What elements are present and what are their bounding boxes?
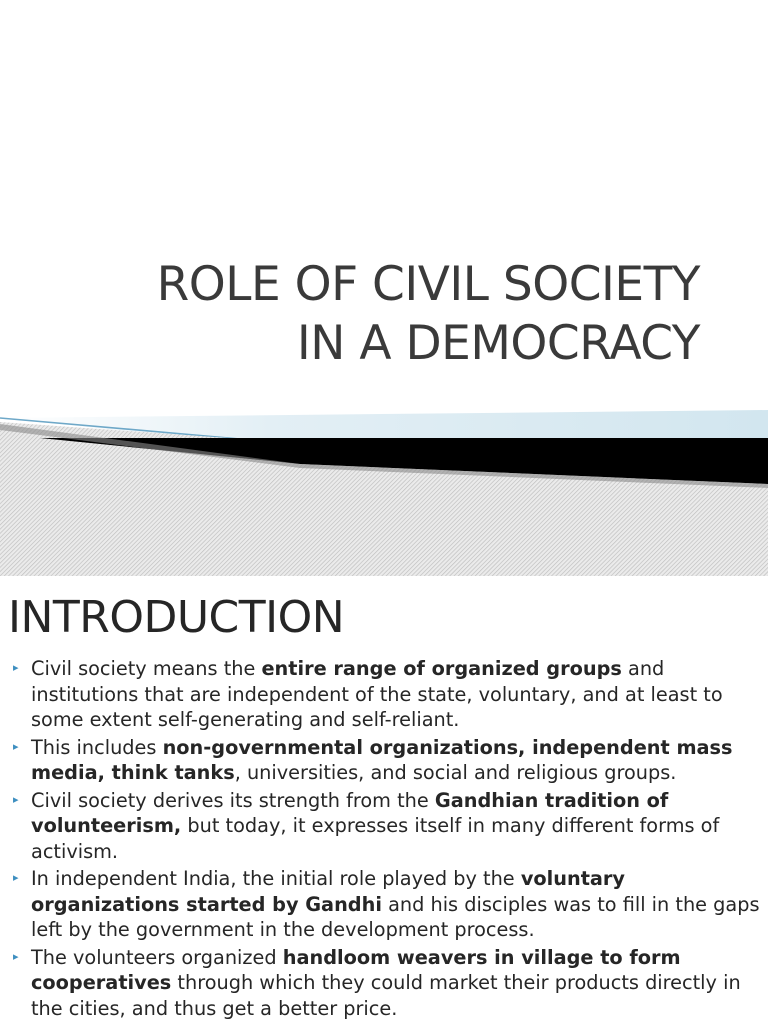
triangle-bullet-icon: ▸ bbox=[13, 871, 19, 884]
triangle-bullet-icon: ▸ bbox=[13, 792, 19, 806]
bullet-text: This includes bbox=[31, 735, 163, 759]
bullet-text: Civil society derives its strength from the bbox=[31, 788, 435, 812]
bullet-text: , universities, and social and religious groups. bbox=[234, 761, 677, 784]
bullet-text: and institutions that are independent of the state, voluntary, and at least to some extent self-generating and self-reliant. bbox=[31, 657, 723, 731]
bullet-item bbox=[0, 735, 768, 786]
bullet-item bbox=[0, 788, 768, 865]
bullet-text-emphasis: voluntary organizations started by Gandhi bbox=[31, 867, 625, 916]
slide-title-line-1: ROLE OF CIVIL SOCIETY bbox=[156, 257, 700, 312]
bullet-text: and his disciples was to fill in the gaps left by the government in the development process. bbox=[31, 892, 760, 941]
bullet-item bbox=[0, 656, 768, 733]
bullet-text: through which they could market their products directly in the cities, and thus get a better price. bbox=[31, 971, 741, 1020]
bullet-text: In independent India, the initial role played by the bbox=[31, 867, 521, 890]
bullet-text: Civil society means the bbox=[31, 657, 262, 680]
bullet-text-emphasis: entire range of organized groups bbox=[261, 657, 622, 680]
bullet-text: The volunteers organized bbox=[31, 945, 283, 969]
bullet-item bbox=[0, 945, 768, 1022]
bullet-text-emphasis: Gandhian tradition of volunteerism, bbox=[31, 788, 669, 837]
section-heading: INTRODUCTION bbox=[8, 592, 345, 643]
decorative-band-graphic bbox=[0, 410, 768, 576]
slide-title-line-2: IN A DEMOCRACY bbox=[296, 316, 700, 371]
introduction-slide bbox=[0, 576, 768, 1024]
bullet-text-emphasis: non-governmental organizations, independent mass media, think tanks bbox=[31, 735, 733, 784]
bullet-text: but today, it expresses itself in many different forms of activism. bbox=[31, 814, 720, 863]
slide-title bbox=[157, 255, 700, 373]
bullet-list bbox=[0, 656, 768, 1023]
bullet-text-emphasis: handloom weavers in village to form cooperatives bbox=[31, 945, 681, 994]
triangle-bullet-icon: ▸ bbox=[13, 739, 19, 753]
triangle-bullet-icon: ▸ bbox=[13, 661, 19, 674]
triangle-bullet-icon: ▸ bbox=[13, 949, 19, 963]
bullet-item bbox=[0, 866, 768, 943]
